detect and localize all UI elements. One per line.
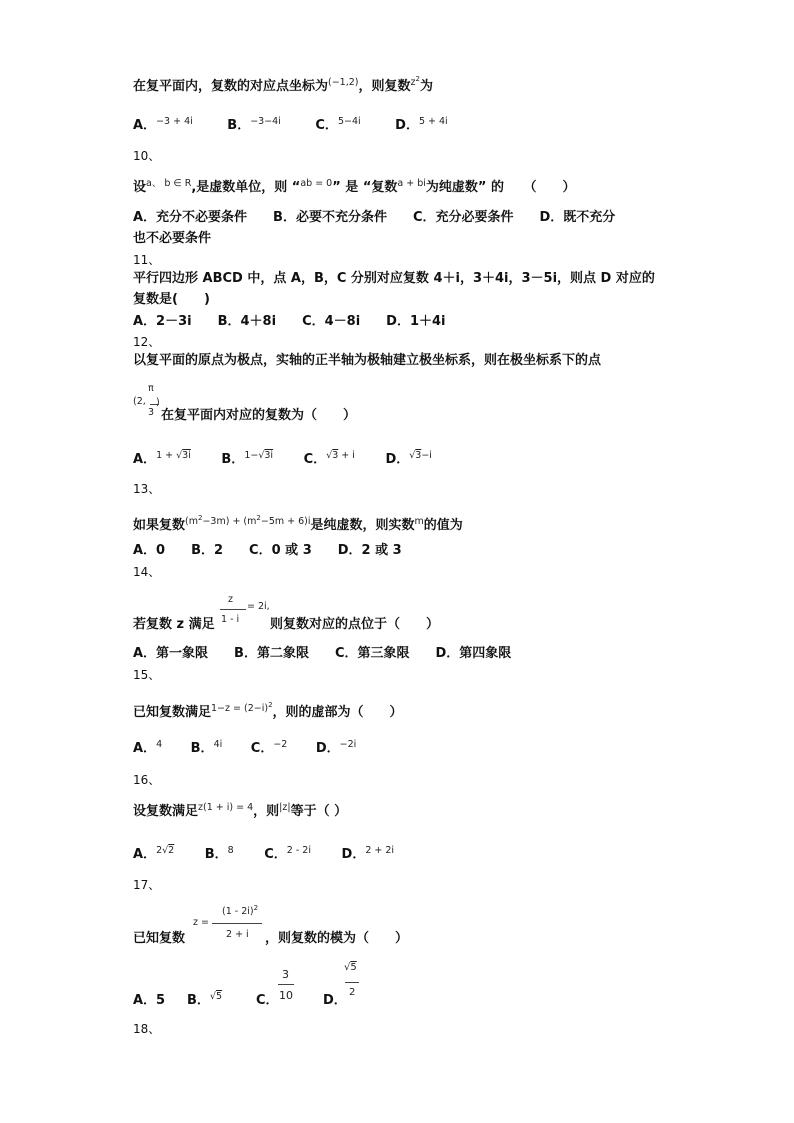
q12-option-d: D．$^{√3-i}$ (385, 450, 432, 467)
q9-stem: 在复平面内，复数的对应点坐标为$^{(-1,2)}$，则复数$^{z^2}$为 (133, 75, 433, 95)
q18-number: 18、 (133, 1022, 161, 1036)
q14-stem-a: 若复数 z 满足 (133, 617, 215, 632)
q15-option-b: B．$^{4i}$ (190, 739, 223, 756)
q12-line1: 以复平面的原点为极点，实轴的正半轴为极轴建立极坐标系，则在极坐标系下的点 (133, 353, 602, 368)
q16-option-c: C．$^{2 - 2i}$ (264, 845, 311, 862)
q15-stem: 已知复数满足$^{1-z = (2-i)^2}$，则的虚部为（ ） (133, 701, 403, 721)
q10-number: 10、 (133, 149, 161, 163)
q17-option-a: A．5 (133, 993, 166, 1008)
q15-option-a: A．$^4$ (133, 739, 163, 756)
q13-stem: 如果复数$^{(m^2-3m) + (m^2-5m + 6)i}$是纯虚数，则实数$^m$的值为 (133, 514, 463, 534)
q9-z-squared: z2 (410, 75, 420, 89)
q15-options (133, 741, 356, 758)
q9-option-c: C．$^{5-4i}$ (315, 116, 361, 133)
q17-number: 17、 (133, 878, 161, 892)
q17-option-b: B．$^{√5}$ (187, 991, 223, 1008)
q10-stem: 设$^{a、 b \in R}$,是虚数单位，则 “$^{ab = 0}$” 是 “复数$^{a + bi}$为纯虚数” 的 （ ） (133, 178, 576, 195)
q12-option-b: B．$^{1-√3i}$ (221, 450, 274, 467)
q16-options (133, 847, 394, 864)
q12-option-a: A．$^{1 + √3i}$ (133, 450, 191, 467)
q15-option-c: C．$^{-2}$ (250, 739, 288, 756)
q10-options-line2: 也不必要条件 (133, 231, 212, 246)
q9-option-b: B．$^{-3-4i}$ (227, 116, 281, 133)
q12-options (133, 452, 432, 469)
q16-option-a: A．$^{2√2}$ (133, 845, 175, 862)
q10-options-line1: A．充分不必要条件 B．必要不充分条件 C．充分必要条件 D．既不充分 (133, 210, 616, 225)
q12-option-c: C．$^{√3 + i}$ (303, 450, 355, 467)
q15-number: 15、 (133, 668, 161, 682)
q9-option-d: D．$^{5 + 4i}$ (395, 116, 448, 133)
q15-equation: 1−z = (2−i)2 (211, 701, 273, 715)
q11-number: 11、 (133, 253, 161, 267)
q14-options: A．第一象限 B．第二象限 C．第三象限 D．第四象限 (133, 646, 512, 661)
q12-stem: 在复平面内对应的复数为（ ） (161, 408, 357, 423)
q17-stem-b: ，则复数的模为（ ） (265, 931, 409, 946)
q11-options: A．2－3i B．4＋8i C．4－8i D．1＋4i (133, 314, 446, 329)
q9-option-a: A．$^{-3 + 4i}$ (133, 116, 193, 133)
q17-option-c: C． (256, 993, 279, 1008)
q16-stem: 设复数满足$^{z(1 + i) = 4}$，则$^{|z|}$等于（ ） (133, 802, 348, 819)
q13-number: 13、 (133, 482, 161, 496)
q13-options: A．0 B．2 C．0 或 3 D．2 或 3 (133, 543, 402, 558)
q17-option-d: D． (323, 993, 347, 1008)
q15-option-d: D．$^{-2i}$ (315, 739, 357, 756)
q14-stem-b: 则复数对应的点位于（ ） (270, 617, 440, 632)
q16-option-b: B．$^8$ (204, 845, 234, 862)
q11-line2: 复数是( ) (133, 292, 210, 307)
q9-point: (−1,2) (328, 77, 359, 89)
q13-expression: (m2−3m) + (m2−5m + 6)i (185, 514, 311, 528)
q14-number: 14、 (133, 565, 161, 579)
q16-number: 16、 (133, 773, 161, 787)
q17-stem-a: 已知复数 (133, 931, 186, 946)
q12-number: 12、 (133, 335, 161, 349)
q16-option-d: D．$^{2 + 2i}$ (341, 845, 395, 862)
q9-options (133, 118, 448, 135)
q11-line1: 平行四边形 ABCD 中，点 A，B，C 分别对应复数 4＋i，3＋4i，3－5i，则点 D 对应的 (133, 271, 655, 286)
